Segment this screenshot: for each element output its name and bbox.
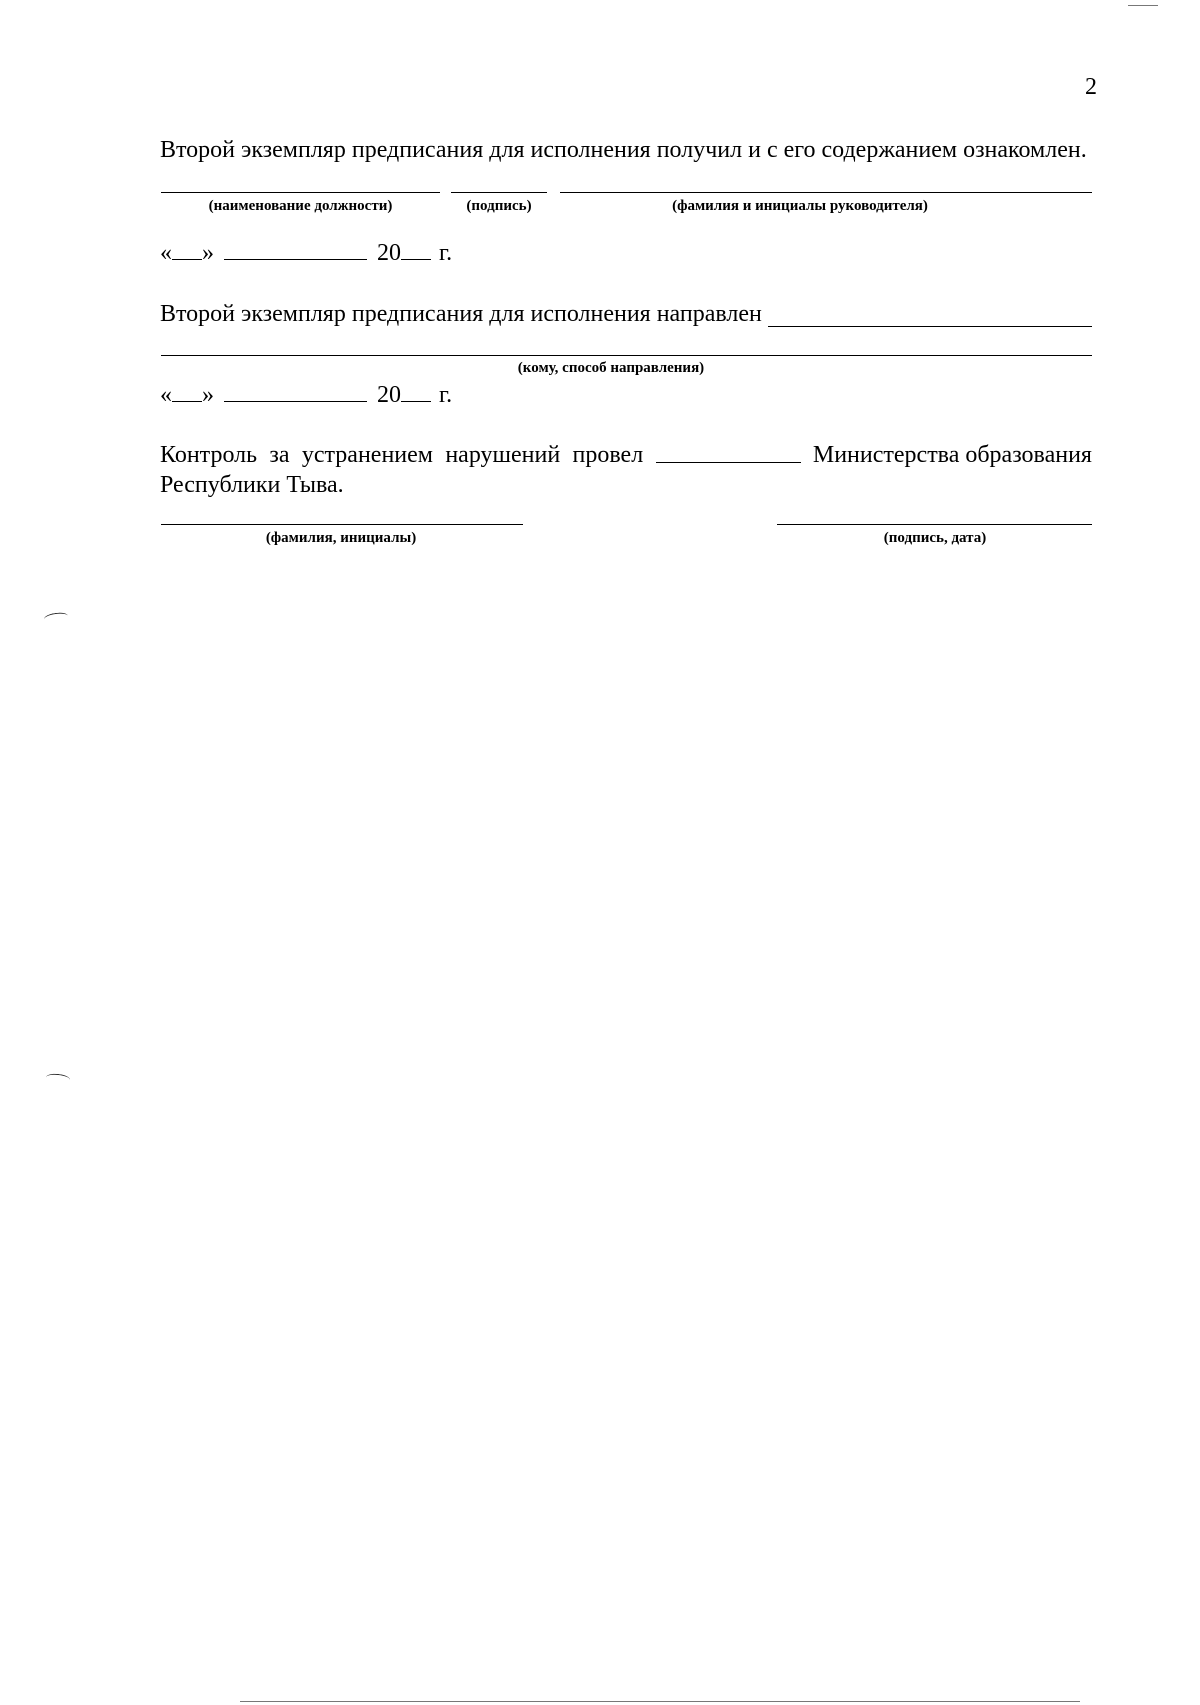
close-quote: » bbox=[202, 240, 214, 266]
word-4: нарушений bbox=[445, 442, 561, 468]
caption-signature: (подпись) bbox=[466, 198, 532, 214]
scan-edge-line bbox=[240, 1701, 1080, 1702]
sent-to-blank-inline[interactable] bbox=[768, 326, 1092, 327]
caption-recipient: (кому, способ направления) bbox=[517, 360, 705, 376]
ministry-text: Министерства образования bbox=[812, 442, 1092, 468]
open-quote: « bbox=[160, 240, 172, 266]
year-prefix: 20 bbox=[377, 240, 401, 266]
word-1: Контроль bbox=[160, 442, 258, 468]
close-quote: » bbox=[202, 382, 214, 408]
year-prefix: 20 bbox=[377, 382, 401, 408]
date-field-1 bbox=[160, 237, 452, 268]
sent-statement: Второй экземпляр предписания для исполнения направлен bbox=[160, 301, 762, 327]
month-blank[interactable] bbox=[224, 379, 367, 402]
position-signature-line[interactable] bbox=[161, 192, 440, 193]
day-blank[interactable] bbox=[172, 237, 202, 260]
sent-to-blank-full[interactable] bbox=[161, 355, 1092, 356]
day-blank[interactable] bbox=[172, 379, 202, 402]
caption-head-name: (фамилия и инициалы руководителя) bbox=[672, 198, 928, 214]
signature-line[interactable] bbox=[451, 192, 547, 193]
month-blank[interactable] bbox=[224, 237, 367, 260]
year-blank[interactable] bbox=[401, 379, 431, 402]
punch-mark-bottom bbox=[46, 1073, 71, 1084]
caption-inspector-name: (фамилия, инициалы) bbox=[265, 530, 417, 546]
date-field-2 bbox=[160, 379, 452, 410]
caption-sign-date: (подпись, дата) bbox=[883, 530, 987, 546]
caption-position: (наименование должности) bbox=[208, 198, 393, 214]
scan-edge-mark bbox=[1128, 5, 1158, 6]
year-blank[interactable] bbox=[401, 237, 431, 260]
inspector-sign-date-line[interactable] bbox=[777, 524, 1092, 525]
year-suffix: г. bbox=[439, 240, 453, 266]
word-2: за bbox=[269, 442, 290, 468]
open-quote: « bbox=[160, 382, 172, 408]
inspector-blank[interactable] bbox=[656, 440, 801, 463]
page-number: 2 bbox=[1085, 74, 1097, 100]
word-3: устранением bbox=[301, 442, 433, 468]
year-suffix: г. bbox=[439, 382, 453, 408]
word-5: провел bbox=[572, 442, 644, 468]
control-statement-line1 bbox=[160, 440, 1092, 470]
punch-mark-top bbox=[43, 611, 68, 623]
head-name-signature-line[interactable] bbox=[560, 192, 1092, 193]
inspector-name-line[interactable] bbox=[161, 524, 523, 525]
control-statement-line2: Республики Тыва. bbox=[160, 472, 344, 498]
received-statement: Второй экземпляр предписания для исполнения получил и с его содержанием ознакомлен. bbox=[160, 137, 1087, 163]
